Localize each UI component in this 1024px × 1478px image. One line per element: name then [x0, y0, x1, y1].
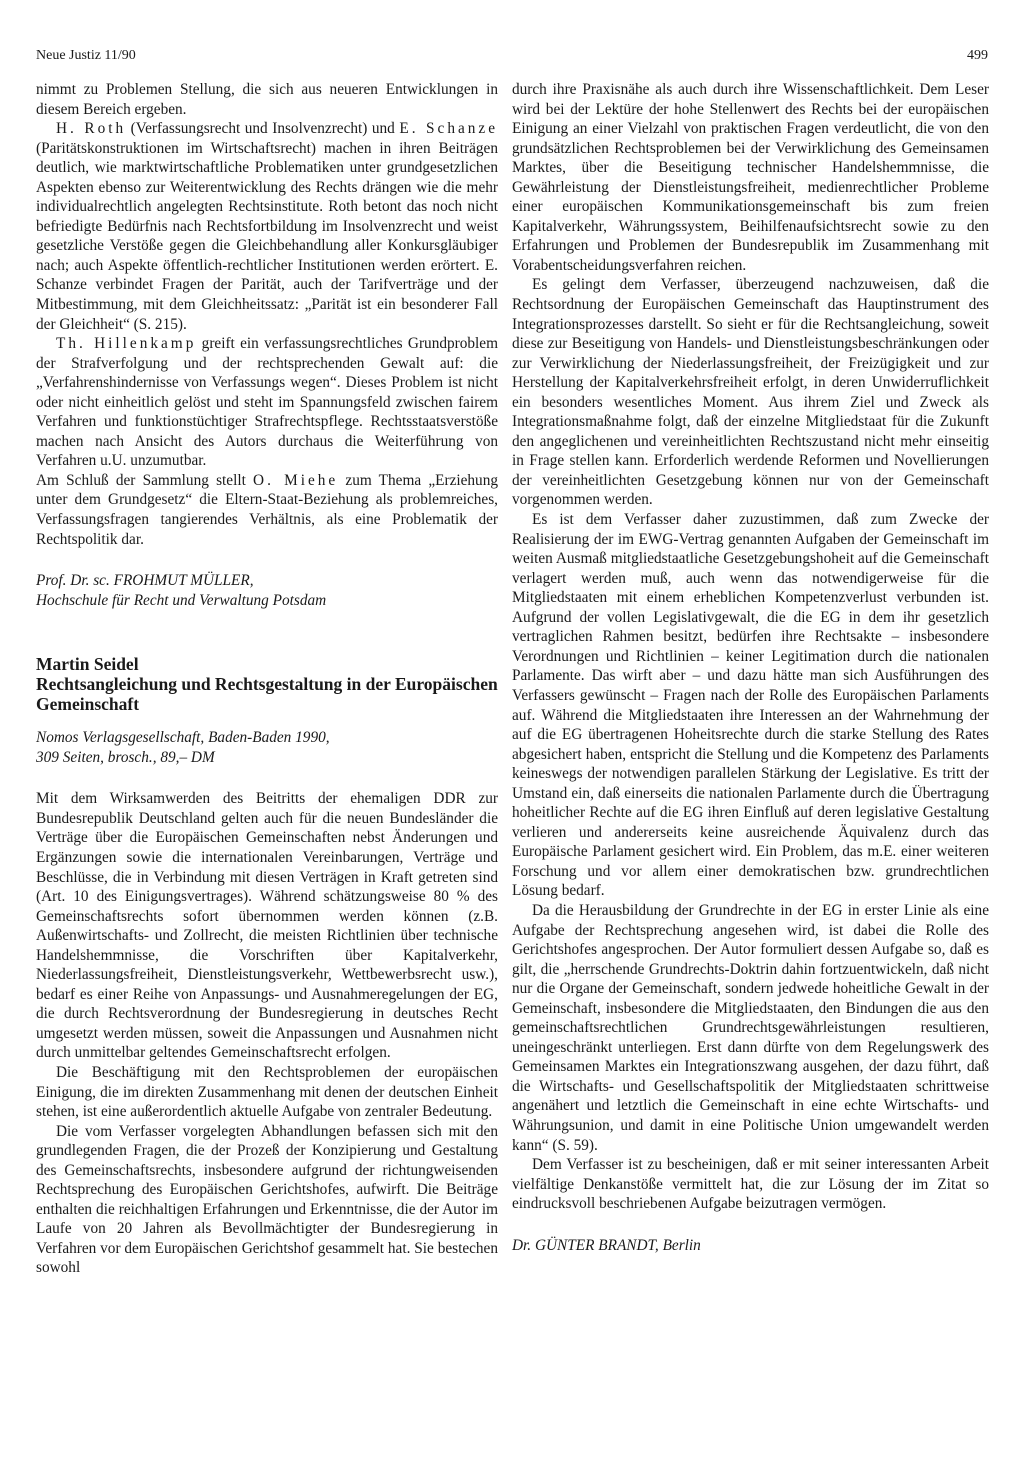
review-book-author: Martin Seidel: [36, 654, 139, 675]
paragraph: nimmt zu Problemen Stellung, die sich aus neueren Entwicklungen in diesem Bereich ergeben.: [36, 81, 498, 118]
paragraph: durch ihre Praxisnähe als auch durch ihre Wissenschaftlichkeit. Dem Leser wird bei der Lektüre der hohe Stellenwert des Rechts bei der europäischen Einigung an einer Vielzahl von praktischen Fragen verdeutlicht, die von den grundsätzlichen Rechtsproblemen bei der Verwirklichung des Gemeinsamen Marktes, über die Beseitigung technischer Handelshemmnisse, die Gewährleistung der Dienstleistungsfreiheit, medienrechtlicher Probleme einer europäischen Kommunikationsgemeinschaft bis zum freien Kapitalverkehr, Währungssystem, Beihilfenaufsichtsrecht sowie zu den Erfahrungen und Problemen der Bundesrepublik im Zusammenhang mit Vorabentscheidungsverfahren reichen.: [512, 81, 989, 274]
author-name: E. Schanze: [399, 120, 498, 138]
text-run: zum Thema „Erziehung unter dem Grundgesetz“ die Eltern-Staat-Beziehung als problemreiches, Verfassungsfragen tangierendes Verhältnis, als eine Problematik der Rechtspolitik dar.: [36, 471, 499, 548]
page-number: 499: [967, 48, 988, 63]
paragraph: [36, 334, 498, 471]
page-header: [36, 48, 988, 68]
reviewer-name: Dr. GÜNTER BRANDT, Berlin: [512, 1236, 701, 1254]
paragraph: Da die Herausbildung der Grundrechte in der EG in erster Linie als eine Aufgabe der Rechtsprechung angesehen wird, ist dabei die Rolle des Gerichtshofes angesprochen. Der Autor formuliert dessen Aufgabe so, daß es gilt, die „herrschende Grundrechts-Doktrin dahin fortzuentwickeln, daß nicht nur die Organe der Gemeinschaft, sondern jedwede hoheitliche Gewalt in der Gemeinschaft, insbesondere die Mitgliedstaaten, den Bindungen die aus den gemeinschaftsrechtlichen Grundrechtsgewährleistungen resultieren, uneingeschränkt unterliegen. Erst dann dürfte von dem Regelungswerk des Gemeinsamen Marktes ein Integrationszwang ausgehen, der dazu führt, daß die Wirtschafts- und Gesellschaftspolitik der Mitgliedstaaten schrittweise angenähert und letztlich die Gemeinschaft in eine echte Wirtschafts- und Währungsunion, und damit in eine Politische Union umgewandelt werden kann“ (S. 59).: [512, 901, 989, 1154]
author-name: H. Roth: [56, 120, 127, 138]
paragraph: Dem Verfasser ist zu bescheinigen, daß er mit seiner interessanten Arbeit vielfältige Denkanstöße vermittelt hat, die zur Lösung der im Zitat so eindrucksvoll beschriebenen Aufgabe beizutragen vermögen.: [512, 1156, 989, 1213]
author-name: O. Miehe: [253, 471, 339, 489]
journal-title: Neue Justiz 11/90: [36, 48, 136, 63]
text-run: (Verfassungsrecht und Insolvenzrecht) und: [126, 120, 400, 138]
author-name: Th. Hillenkamp: [56, 335, 197, 353]
reviewer-name: Prof. Dr. sc. FROHMUT MÜLLER,: [36, 572, 254, 590]
pages-price-line: 309 Seiten, brosch., 89,– DM: [36, 748, 215, 766]
paragraph: [36, 471, 498, 549]
reviewer-affiliation: Hochschule für Recht und Verwaltung Potsdam: [36, 591, 327, 609]
text-run: (Paritätskonstruktionen im Wirtschaftsrecht) machen in ihren Beiträgen deutlich, wie marktwirtschaftliche Problematiken unter grundgesetzlichen Aspekten ebenso zur Weiterentwicklung des Rechts drängen wie die mehr individualrechtlich angelegten Rechtsinstitute. Roth betont das noch nicht befriedigte Bedürfnis nach Rechtsfortbildung im Insolvenzrecht und weist gesetzliche Verstöße gegen die Gleichbehandlung aller Konkursgläubiger nach; auch Aspekte öffentlich-rechtlicher Institutionen werden erörtert. E. Schanze verbindet Fragen der Parität, auch der Tarifverträge und der Mitbestimmung, mit dem Gleichheitssatz: „Parität ist ein besonderer Fall der Gleichheit“ (S. 215).: [36, 139, 498, 333]
publication-info: [36, 728, 498, 767]
text-run: Am Schluß der Sammlung stellt: [36, 471, 254, 489]
paragraph: Es ist dem Verfasser daher zuzustimmen, daß zum Zwecke der Realisierung der im EWG-Vertrag genannten Aufgaben der Gemeinschaft im weiten Ausmaß mitgliedstaatliche Gesetzgebungshoheit auf die Gemeinschaft verlagert werden muß, auch wenn das notwendigerweise für die Mitgliedstaaten mit einem erheblichen Kompetenzverlust verbunden ist. Aufgrund der vollen Legislativgewalt, die die EG in dem ihr gesetzlich vertraglichen Rahmen besitzt, bedürfen ihre Rechtsakte – insbesondere Verordnungen und Richtlinien – keiner Legitimation durch die nationalen Parlamente. Das wirft aber – und dazu hätte man sich Ausführungen des Verfassers gewünscht – Fragen nach der Rolle des Europäischen Parlaments auf. Während die Mitgliedstaaten ihre Interessen an der Wahrnehmung der auf die EG übertragenen Hoheitsrechte durch die starke Stellung des Rates abgesichert haben, entspricht die Stellung und die Kompetenz des Parlaments keineswegs der notwendigen parallelen Stärkung der Legislative. Es tritt der Umstand ein, daß einerseits die nationalen Parlamente durch die Übertragung hoheitlicher Rechte auf die EG ihren Einfluß auf deren legislative Gestaltung verlieren und andererseits keine ausreichende Äquivalenz durch das Europäische Parlament gesichert wird. Ein Problem, das m.E. einer weiteren Forschung und vor allem einer demokratischen bzw. grundrechtlichen Lösung bedarf.: [512, 511, 989, 900]
paragraph: Es gelingt dem Verfasser, überzeugend nachzuweisen, daß die Rechtsordnung der Europäischen Gemeinschaft das Hauptinstrument des Integrationsprozesses darstellt. So sieht er für die Rechtsangleichung, soweit diese zur Beseitigung von Handels- und Dienstleistungsbeschränkungen oder zur Verwirklichung der Niederlassungsfreiheit, der Freizügigkeit und zur Herstellung der Kapitalverkehrsfreiheit erfolgt, in deren Unwiderruflichkeit ein besonders wesentliches Moment. Aus ihrem Ziel und Zweck als Integrationsmaßnahme folgt, daß der einzelne Mitgliedstaat für die Zukunft den angeglichenen und vereinheitlichten Rechtszustand nicht mehr einseitig in Frage stellen kann. Erforderlich werdende Reformen und Novellierungen der vereinheitlichten Gesetzgebung können nur von der Gemeinschaft vorgenommen werden.: [512, 276, 989, 509]
paragraph: Die Beschäftigung mit den Rechtsproblemen der europäischen Einigung, die im direkten Zusammenhang mit denen der deutschen Einheit stehen, ist eine außerordentlich aktuelle Aufgabe von zentraler Bedeutung.: [36, 1063, 498, 1121]
right-column: [512, 80, 989, 1255]
reviewer-signature: [512, 1236, 989, 1256]
left-column: [36, 80, 498, 1278]
reviewer-signature: [36, 571, 498, 610]
paragraph: Die vom Verfasser vorgelegten Abhandlungen befassen sich mit den grundlegenden Fragen, die der Prozeß der Konzipierung und Gestaltung des Gemeinschaftsrechts, insbesondere aufgrund der richtungweisenden Rechtsprechung des Europäischen Gerichtshofes, aufwirft. Die Beiträge enthalten die reichhaltigen Erfahrungen und Erkenntnisse, die der Autor im Laufe von 20 Jahren als Bevollmächtigter der Bundesregierung in Verfahren vor dem Europäischen Gerichtshof gesammelt hat. Sie bestechen sowohl: [36, 1122, 498, 1277]
paragraph: [36, 119, 498, 334]
review-book-title: Rechtsangleichung und Rechtsgestaltung in der Europäischen Gemeinschaft: [36, 674, 498, 715]
publisher-line: Nomos Verlagsgesellschaft, Baden-Baden 1990,: [36, 729, 330, 747]
paragraph: Mit dem Wirksamwerden des Beitritts der ehemaligen DDR zur Bundesrepublik Deutschland gelten auch für die neuen Bundesländer die Verträge über die Europäischen Gemeinschaften nebst Änderungen und Ergänzungen sowie die internationalen Vereinbarungen, Verträge und Beschlüsse, die in Verbindung mit diesen Verträgen in Kraft getreten sind (Art. 10 des Einigungsvertrages). Während schätzungsweise 80 % des Gemeinschaftsrechts sofort übernommen werden können (z.B. Außenwirtschafts- und Zollrecht, die meisten Richtlinien über technische Handelshemmnisse, die Vorschriften über Kapitalverkehr, Niederlassungsfreiheit, Dienstleistungsverkehr, Wettbewerbsrecht usw.), bedarf es einer Reihe von Anpassungs- und Ausnahmeregelungen der EG, die durch Rechtsverordnung der Bundesregierung in deutsches Recht umgesetzt werden müssen, soweit die Anpassungen und Ausnahmen nicht durch unmittelbar geltendes Gemeinschaftsrecht erfolgen.: [36, 790, 498, 1062]
text-run: greift ein verfassungsrechtliches Grundproblem der Strafverfolgung und der rechtsprechenden Gewalt auf: die „Verfahrenshindernisse von Verfassungs wegen“. Dieses Problem ist nicht oder nicht einheitlich gelöst und steht im Spannungsfeld zwischen fairem Verfahren und funktionstüchtiger Strafrechtspflege. Rechtsstaatsverstöße machen nach Ansicht des Autors durchaus die Weiterführung von Verfahren u.U. unzumutbar.: [36, 335, 498, 470]
